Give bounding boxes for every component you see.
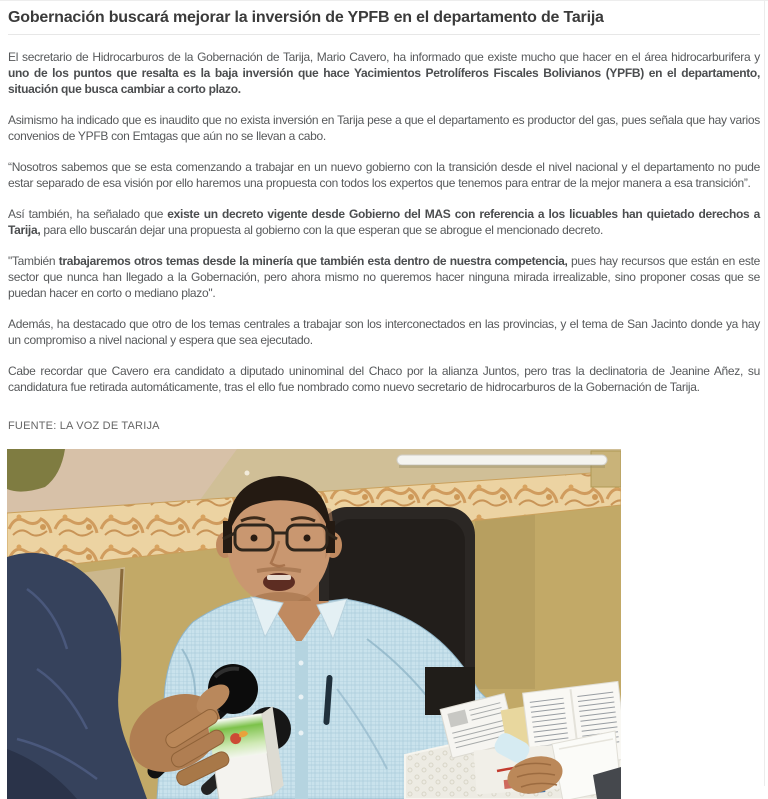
paragraph-text: Asimismo ha indicado que es inaudito que no exista inversión en Tarija pese a que el departamento es productor del gas, pues señala que hay varios convenios de YPFB con Emtagas que aún no se llevan a cabo.	[8, 113, 760, 143]
photo-illustration	[7, 449, 621, 799]
paragraph-text-bold: trabajaremos otros temas desde la minería que también esta dentro de nuestra competencia,	[58, 254, 568, 268]
article-paragraph	[8, 206, 760, 238]
paragraph-text: pues hay recursos que están en este sector que nunca han llegado a la Gobernación, pero ahora mismo no queremos hacer ninguna mirada irrealizable, sino proponer cosas que se puedan hacer en corto o mediano plazo".	[8, 254, 760, 300]
paragraph-text: Así también, ha señalado que	[8, 207, 168, 221]
article-body	[8, 35, 760, 799]
article-paragraph	[8, 363, 760, 395]
page-right-border	[764, 0, 765, 786]
article-paragraph	[8, 253, 760, 301]
paragraph-text: Además, ha destacado que otro de los temas centrales a trabajar son los interconectados en las provincias, y el tema de San Jacinto donde ya hay un compromiso a nivel nacional y espera que sea ejecutado.	[8, 317, 760, 347]
paragraph-text: Cabe recordar que Cavero era candidato a diputado uninominal del Chaco por la alianza Juntos, pero tras la declinatoria de Jeanine Añez, su candidatura fue retirada automáticamente, tras el ello fue nombrado como nuevo secretario de hidrocarburos de la Gobernación de Tarija.	[8, 364, 760, 394]
paragraph-text-bold: uno de los puntos que resalta es la baja inversión que hace Yacimientos Petrolíferos Fiscales Bolivianos (YPFB) en el departamento, situación que busca cambiar a corto plazo.	[8, 66, 760, 96]
paragraph-text: para ello buscarán dejar una propuesta al gobierno con la que esperan que se abrogue el mencionado decreto.	[40, 223, 604, 237]
page-title: Gobernación buscará mejorar la inversión de YPFB en el departamento de Tarija	[8, 1, 760, 35]
article-paragraph	[8, 159, 760, 191]
article-paragraph	[8, 112, 760, 144]
article-paragraph	[8, 316, 760, 348]
paragraph-text: El secretario de Hidrocarburos de la Gobernación de Tarija, Mario Cavero, ha informado que existe mucho que hacer en el área hidrocarburifera y	[8, 50, 760, 64]
paragraph-text-bold: existe un decreto vigente desde Gobierno del MAS con referencia a los licuables han quietado derechos a Tarija,	[8, 207, 760, 237]
article-photo	[7, 449, 621, 799]
article-paragraph	[8, 49, 760, 97]
source-credit: FUENTE: LA VOZ DE TARIJA	[8, 420, 160, 432]
paragraph-text: “Nosotros sabemos que se esta comenzando a trabajar en un nuevo gobierno con la transición desde el nivel nacional y el departamento no pude estar separado de esa visión por ello haremos una propuesta con todos los expertos que tenemos para entrar de la mejor manera a esa transición”.	[8, 160, 760, 190]
paragraph-text: "También	[8, 254, 59, 268]
